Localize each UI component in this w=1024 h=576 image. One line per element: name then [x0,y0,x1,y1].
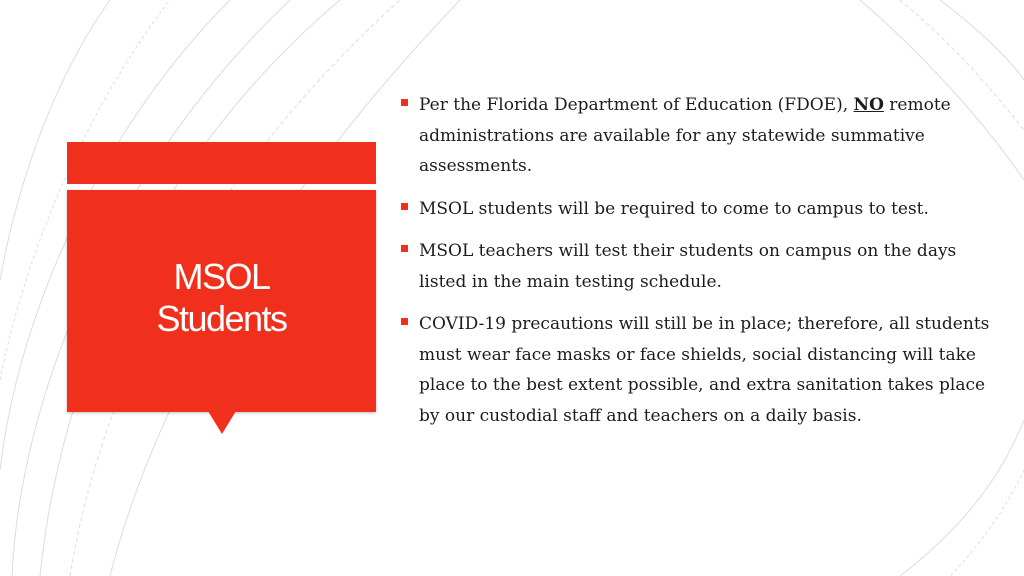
title-panel-pointer [208,411,236,434]
bullet-square-icon [401,245,408,252]
title-accent-strip [67,142,376,184]
bullet-square-icon [401,203,408,210]
background-arc [950,470,1024,576]
bullet-text: COVID-19 precautions will still be in place; therefore, all students must wear face masks or face shields, social distancing will take place to the best extent possible, and extra sanitation takes place by our custodial staff and teachers on a daily basis. [419,314,990,426]
background-arc [900,420,1024,576]
slide-title [67,256,376,340]
bullet-text: MSOL teachers will test their students on campus on the days listed in the main testing schedule. [419,241,957,292]
bullet-square-icon [401,318,408,325]
bullet-item [400,236,990,297]
bullet-list [400,90,990,443]
bullet-text: remote administrations are available for any statewide summative assessments. [419,95,951,176]
bullet-emphasis: NO [853,95,884,115]
slide-title-line-1: MSOL [173,256,270,297]
background-arc [940,0,1024,80]
bullet-item [400,194,990,225]
bullet-text: MSOL students will be required to come to campus to test. [419,198,929,219]
bullet-item [400,309,990,431]
bullet-item [400,90,990,182]
bullet-text: Per the Florida Department of Education (FDOE), [419,95,854,115]
bullet-square-icon [401,99,408,106]
slide-title-line-2: Students [156,298,287,339]
